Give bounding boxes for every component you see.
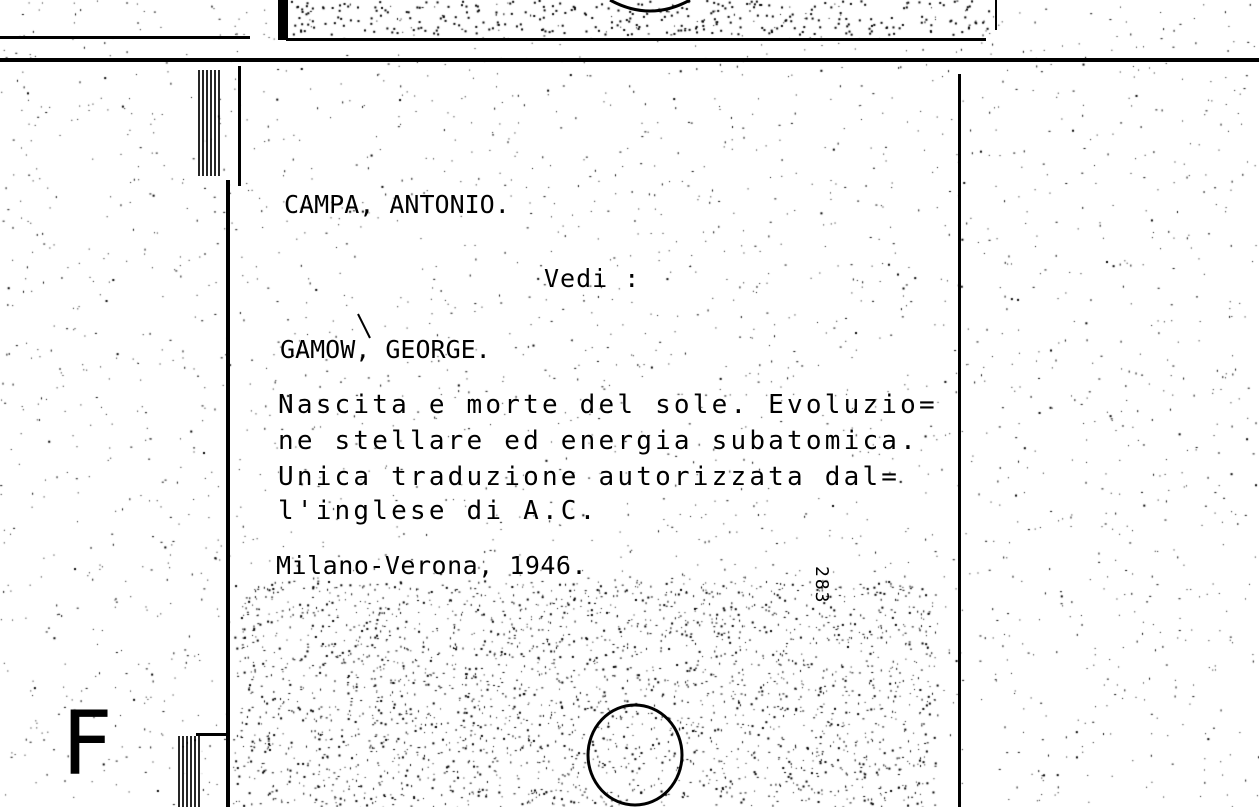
card-left-edge — [226, 180, 230, 807]
previous-card-bottom-edge — [0, 36, 250, 39]
drawer-letter-label: F — [62, 692, 113, 795]
title-line: l'inglese di A.C. — [278, 496, 599, 526]
handwritten-tick-mark — [356, 312, 380, 342]
previous-card-bottom-edge-right — [286, 38, 986, 41]
title-line: Unica traduzione autorizzata dal= — [278, 462, 901, 492]
previous-card-right-edge — [995, 0, 997, 30]
card-heading: CAMPA, ANTONIO. — [284, 190, 510, 219]
lower-tab-top-edge — [196, 733, 230, 736]
lower-index-tab — [178, 736, 202, 807]
title-line: Nascita e morte del sole. Evoluzio= — [278, 390, 938, 420]
previous-card-left-tab — [278, 0, 288, 40]
see-also-label: Vedi : — [544, 264, 641, 293]
previous-card-punch-hole — [600, 0, 700, 20]
title-line: ne stellare ed energia subatomica. — [278, 426, 920, 456]
card-punch-hole — [582, 700, 692, 807]
card-imprint: Milano-Verona, 1946. — [276, 551, 588, 580]
card-author: GAMOW, GEORGE. — [280, 335, 491, 364]
upper-index-tab — [198, 70, 220, 176]
card-left-edge-upper — [238, 66, 241, 186]
card-shelfmark: 283 — [811, 566, 832, 605]
card-right-edge — [958, 74, 961, 807]
drawer-rail-line — [0, 58, 1259, 62]
